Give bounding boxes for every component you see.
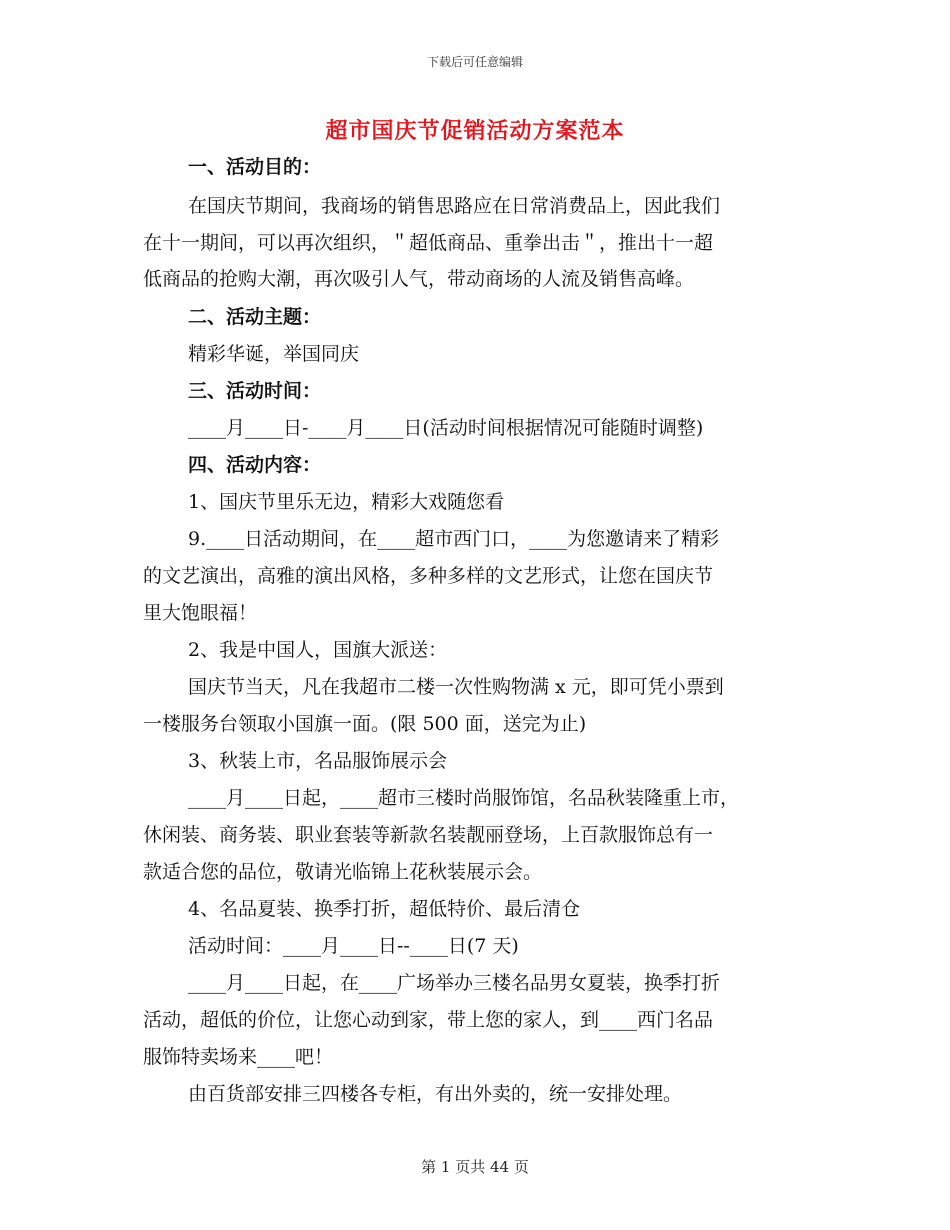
paragraph-line: 精彩华诞，举国同庆 — [188, 343, 360, 365]
section-heading-time: 三、活动时间： — [188, 380, 322, 402]
paragraph-line: 服饰特卖场来____吧！ — [143, 1046, 334, 1068]
paragraph-line: 由百货部安排三四楼各专柜，有出外卖的，统一安排处理。 — [188, 1083, 683, 1105]
section-heading-content: 四、活动内容： — [188, 454, 322, 476]
list-item-heading: 3、秋装上市，名品服饰展示会 — [188, 750, 448, 772]
list-item-heading: 4、名品夏装、换季打折，超低特价、最后清仓 — [188, 898, 581, 920]
page-number: 第 1 页共 44 页 — [421, 1158, 529, 1176]
paragraph-line: 活动时间：____月____日--____日(7 天) — [188, 935, 519, 957]
paragraph-line: 休闲装、商务装、职业套装等新款名装靓丽登场，上百款服饰总有一 — [143, 824, 714, 846]
list-item-heading: 1、国庆节里乐无边，精彩大戏随您看 — [188, 491, 505, 513]
paragraph-line: 在国庆节期间，我商场的销售思路应在日常消费品上，因此我们 — [188, 195, 721, 217]
paragraph-line: 款适合您的品位，敬请光临锦上花秋装展示会。 — [143, 861, 543, 883]
paragraph-line: ____月____日起，____超市三楼时尚服饰馆，名品秋装隆重上市， — [188, 787, 740, 809]
list-item-heading: 2、我是中国人，国旗大派送： — [188, 639, 448, 661]
section-heading-theme: 二、活动主题： — [188, 306, 322, 328]
paragraph-line: 低商品的抢购大潮，再次吸引人气，带动商场的人流及销售高峰。 — [143, 268, 695, 290]
paragraph-line: 活动，超低的价位，让您心动到家，带上您的家人，到____西门名品 — [143, 1009, 714, 1031]
document-title: 超市国庆节促销活动方案范本 — [325, 118, 625, 144]
section-heading-purpose: 一、活动目的： — [188, 156, 322, 178]
paragraph-line: 在十一期间，可以再次组织，＂超低商品、重拳出击＂，推出十一超 — [143, 232, 714, 254]
paragraph-line: ____月____日-____月____日(活动时间根据情况可能随时调整) — [188, 417, 704, 439]
paragraph-line: 的文艺演出，高雅的演出风格，多种多样的文艺形式，让您在国庆节 — [143, 565, 714, 587]
paragraph-line: 一楼服务台领取小国旗一面。(限 500 面，送完为止) — [143, 713, 587, 735]
paragraph-line: ____月____日起，在____广场举办三楼名品男女夏装，换季打折 — [188, 972, 721, 994]
paragraph-line: 9.____日活动期间，在____超市西门口，____为您邀请来了精彩 — [188, 528, 720, 550]
paragraph-line: 里大饱眼福！ — [143, 602, 258, 624]
paragraph-line: 国庆节当天，凡在我超市二楼一次性购物满 x 元，即可凭小票到 — [188, 676, 724, 698]
page-header-note: 下载后可任意编辑 — [426, 55, 523, 69]
